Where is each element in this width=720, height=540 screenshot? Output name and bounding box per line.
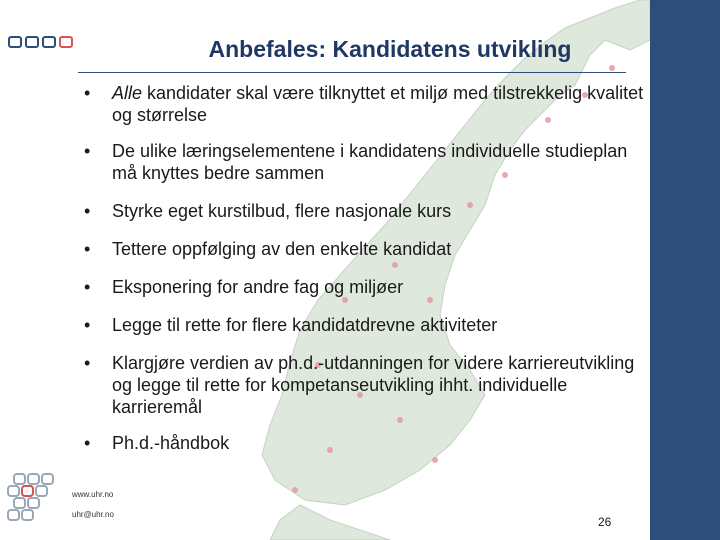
bullet-text: kandidater skal være tilknyttet et miljø med tilstrekkelig kvalitet og størrelse	[112, 83, 644, 125]
bullet-text: Tettere oppfølging av den enkelte kandidat	[112, 239, 452, 259]
bullet-text: Styrke eget kurstilbud, flere nasjonale kurs	[112, 201, 452, 221]
bullet-text: Legge til rette for flere kandidatdrevne aktiviteter	[112, 315, 498, 335]
uhr-footer-logo-icon	[6, 470, 66, 528]
bullet-item	[84, 352, 644, 418]
footer-email[interactable]: uhr@uhr.no	[72, 510, 114, 519]
uhr-logo-icon	[8, 36, 73, 48]
logo-square-icon	[25, 36, 39, 48]
bullet-item	[84, 82, 644, 126]
bullet-emphasis: Alle	[112, 83, 143, 103]
bullet-list	[84, 82, 644, 454]
logo-square-icon	[42, 36, 56, 48]
bullet-item	[84, 432, 644, 454]
logo-square-accent-icon	[59, 36, 73, 48]
bullet-text: Klargjøre verdien av ph.d.-utdanningen for videre karriereutvikling og legge til rette for kompetanseutvikling ihht. individuelle karrieremål	[112, 353, 635, 417]
bullet-text: Ph.d.-håndbok	[112, 433, 230, 453]
slide-title: Anbefales: Kandidatens utvikling	[208, 36, 572, 62]
right-accent-bar	[650, 0, 720, 540]
bullet-text: De ulike læringselementene i kandidatens individuelle studieplan må knyttes bedre sammen	[112, 141, 628, 183]
page-number: 26	[598, 515, 612, 529]
title-divider	[78, 72, 626, 73]
logo-square-icon	[8, 36, 22, 48]
bullet-item	[84, 140, 644, 184]
bullet-text: Eksponering for andre fag og miljøer	[112, 277, 404, 297]
footer-url[interactable]: www.uhr.no	[72, 490, 114, 499]
bullet-item	[84, 314, 644, 336]
bullet-item	[84, 276, 644, 298]
bullet-item	[84, 238, 644, 260]
bullet-item	[84, 200, 644, 222]
